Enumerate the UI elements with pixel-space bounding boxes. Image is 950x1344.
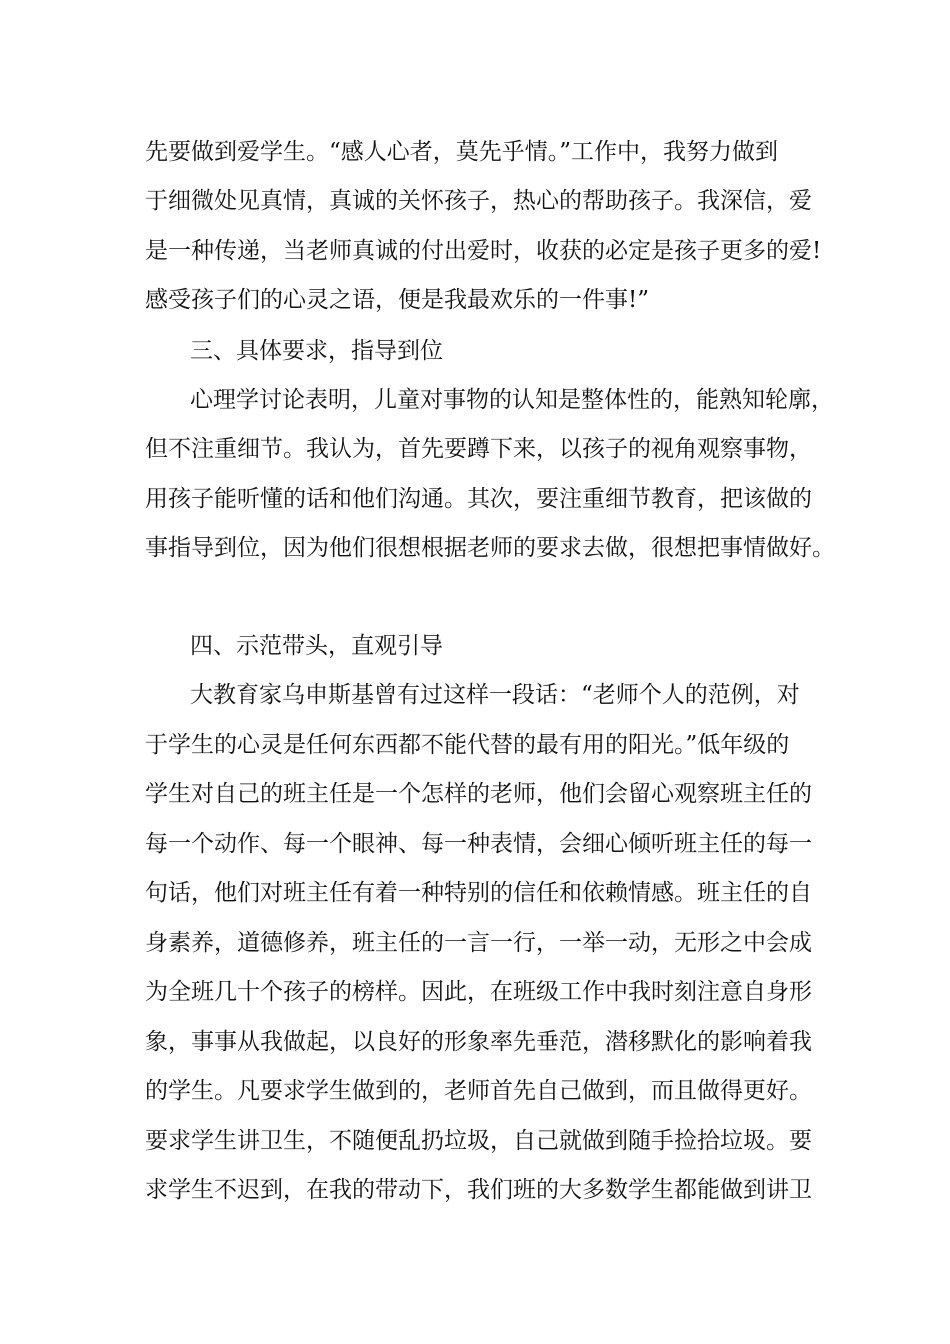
- paragraph-line: 要求学生讲卫生，不随便乱扔垃圾，自己就做到随手捡拾垃圾。要: [145, 1128, 812, 1154]
- paragraph-line: 但不注重细节。我认为，首先要蹲下来，以孩子的视角观察事物，: [145, 436, 812, 462]
- paragraph-line: 事指导到位，因为他们很想根据老师的要求去做，很想把事情做好。: [145, 535, 835, 561]
- section-heading-4: 四、示范带头，直观引导: [190, 633, 443, 659]
- paragraph-line: 身素养，道德修养，班主任的一言一行，一举一动，无形之中会成: [145, 930, 812, 956]
- paragraph-line: 句话，他们对班主任有着一种特别的信任和依赖情感。班主任的自: [145, 880, 812, 906]
- paragraph-line: 为全班几十个孩子的榜样。因此，在班级工作中我时刻注意自身形: [145, 979, 812, 1005]
- paragraph-line: 于细微处见真情，真诚的关怀孩子，热心的帮助孩子。我深信，爱: [145, 188, 812, 214]
- paragraph-line: 用孩子能听懂的话和他们沟通。其次，要注重细节教育，把该做的: [145, 486, 812, 512]
- paragraph-line: 大教育家乌申斯基曾有过这样一段话：“老师个人的范例，对: [190, 682, 800, 708]
- paragraph-line: 感受孩子们的心灵之语，便是我最欢乐的一件事!”: [145, 287, 650, 313]
- paragraph-line: 是一种传递，当老师真诚的付出爱时，收获的必定是孩子更多的爱!: [145, 238, 822, 264]
- section-heading-3: 三、具体要求，指导到位: [190, 338, 443, 364]
- paragraph-line: 学生对自己的班主任是一个怎样的老师，他们会留心观察班主任的: [145, 781, 812, 807]
- paragraph-line: 先要做到爱学生。“感人心者，莫先乎情。”工作中，我努力做到: [145, 139, 779, 165]
- paragraph-line: 每一个动作、每一个眼神、每一种表情，会细心倾听班主任的每一: [145, 831, 812, 857]
- paragraph-line: 象，事事从我做起，以良好的形象率先垂范，潜移默化的影响着我: [145, 1029, 812, 1055]
- paragraph-line: 于学生的心灵是任何东西都不能代替的最有用的阳光。”低年级的: [145, 732, 790, 758]
- paragraph-line: 求学生不迟到，在我的带动下，我们班的大多数学生都能做到讲卫: [145, 1177, 812, 1203]
- paragraph-line: 的学生。凡要求学生做到的，老师首先自己做到，而且做得更好。: [145, 1078, 812, 1104]
- paragraph-line: 心理学讨论表明，儿童对事物的认知是整体性的，能熟知轮廓，: [190, 387, 834, 413]
